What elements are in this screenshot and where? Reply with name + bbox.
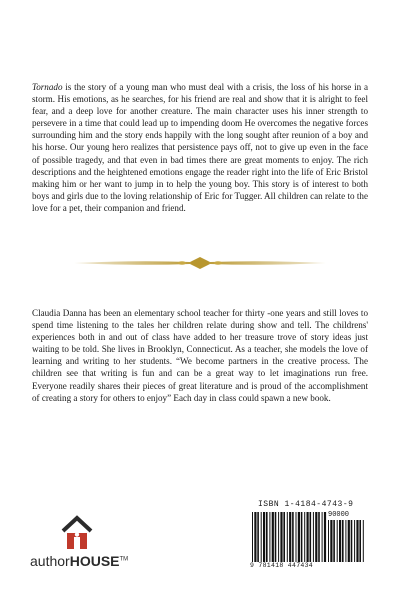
barcode-stripe	[354, 520, 355, 562]
ean-bars	[252, 512, 328, 562]
barcode-stripe	[272, 512, 274, 562]
publisher-wordmark: authorHOUSE™	[30, 553, 129, 569]
barcode-stripe	[322, 512, 323, 562]
barcode-stripe	[257, 512, 259, 562]
barcode-stripe	[333, 520, 335, 562]
barcode-stripe	[292, 512, 294, 562]
barcode-stripe	[328, 520, 329, 562]
barcode-stripe	[296, 512, 297, 562]
barcode-stripe	[254, 512, 256, 562]
barcode-stripe	[351, 520, 353, 562]
barcode-stripe	[315, 512, 317, 562]
book-title: Tornado	[32, 82, 63, 92]
barcode-stripe	[266, 512, 268, 562]
barcode-stripe	[275, 512, 277, 562]
barcode-stripe	[280, 512, 282, 562]
barcode-stripe	[339, 520, 341, 562]
barcode-stripe	[261, 512, 262, 562]
barcode-stripe	[289, 512, 291, 562]
barcode-stripe	[363, 520, 364, 562]
barcode-stripe	[348, 520, 350, 562]
isbn-number: ISBN 1-4184-4743-9	[258, 500, 354, 509]
barcode-stripe	[345, 520, 346, 562]
synopsis-text: is the story of a young man who must deal with a crisis, the loss of his horse in a storm. His emotions, as he searches, for his friend are real and show that it is alright to feel fear, and a deep love for another creature. The main character uses his inner strength to persevere in a time that could lead up to impending doom He overcomes the negative forces surrounding him and the story ends happily with the long sought after reunion of a boy and his horse. Our young hero realizes that persistence pays off, not to give up even in the face of possible tragedy, and that even in bad times there are great moments to enjoy. The rich descriptions and the heightened emotions engage the reader right into the life of Eric Bristol making him or her want to jump in to help the young boy. This story is of interest to both boys and girls due to the loving relationship of Eric for Tugger. All children can relate to the love for a pet, their companion and friend.	[32, 82, 368, 213]
barcode-stripe	[359, 520, 361, 562]
barcode-stripe	[318, 512, 320, 562]
barcode-stripe	[313, 512, 314, 562]
ean-digits: 9 781418 447434	[250, 562, 314, 569]
barcode-stripe	[342, 520, 344, 562]
barcode-stripe	[304, 512, 305, 562]
barcode-stripe	[287, 512, 288, 562]
synopsis-paragraph	[32, 81, 368, 214]
barcode-stripe	[324, 512, 326, 562]
ornamental-divider	[72, 251, 328, 275]
price-code: 90000	[328, 511, 350, 519]
publisher-logo	[30, 515, 140, 575]
barcode-stripe	[298, 512, 300, 562]
barcode-stripe	[301, 512, 303, 562]
barcode-stripe	[252, 512, 253, 562]
barcode-stripe	[337, 520, 338, 562]
barcode-stripe	[269, 512, 270, 562]
barcode-stripe	[310, 512, 312, 562]
barcode-stripe	[278, 512, 279, 562]
barcode-stripe	[330, 520, 332, 562]
isbn-barcode	[248, 500, 370, 574]
barcode-stripe	[307, 512, 309, 562]
barcode-stripe	[263, 512, 265, 562]
barcode-stripe	[356, 520, 358, 562]
barcode-stripe	[283, 512, 285, 562]
addon-bars	[328, 520, 364, 562]
author-bio-paragraph: Claudia Danna has been an elementary school teacher for thirty -one years and still loves to spend time listening to the tales her children relate during show and tell. The childrens' experiences both in and out of class have added to her treasure trove of story ideas just waiting to be told. She lives in Brooklyn, Connecticut. As a teacher, she models the love of learning and writing to her students. “We become partners in the creative process. The children see that writing is fun and can be a great way to let imaginations run free. Everyone readily shares their pieces of great literature and is proud of the accomplishment of creating a story for others to enjoy” Each day in class could spawn a new book.	[32, 308, 368, 403]
authorhouse-logo-icon	[60, 515, 94, 551]
